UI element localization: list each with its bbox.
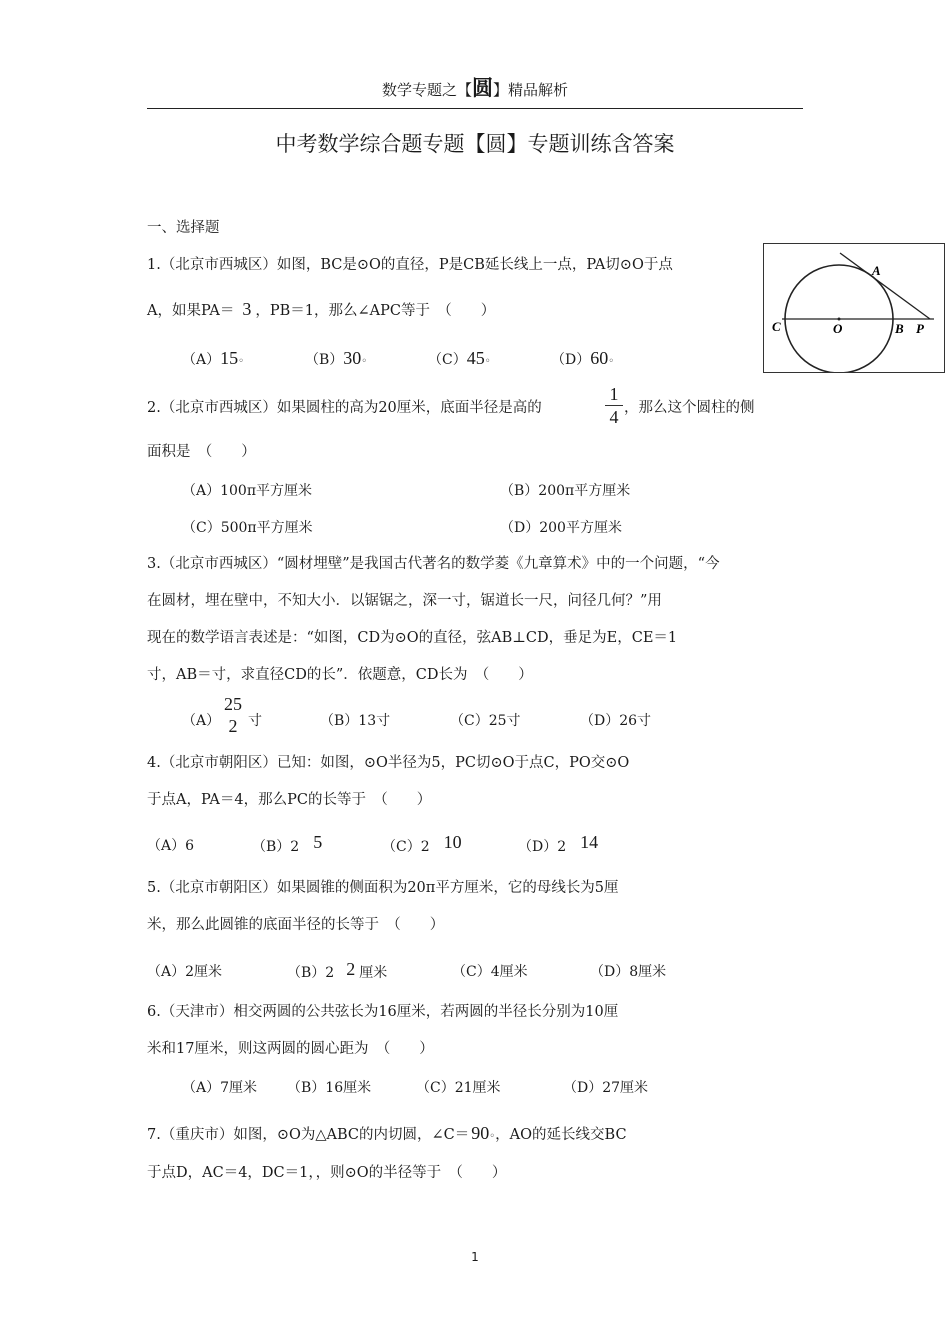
q3-option-b: （B）13寸	[320, 713, 391, 729]
header-suffix: 】精品解析	[493, 81, 569, 99]
q7-line2: 于点D，AC＝4，DC＝1，，则⊙O的半径等于 （ ）	[147, 1165, 507, 1181]
q6-option-d: （D）27厘米	[563, 1080, 649, 1096]
q4-option-c-value: 10	[443, 832, 462, 852]
header-rule	[147, 108, 803, 109]
q2-fraction-denominator: 4	[609, 407, 619, 427]
figure-svg	[764, 244, 944, 372]
q3-option-a-label: （A）	[182, 713, 221, 729]
q4-option-a	[147, 835, 194, 855]
q1-option-d-label: （D）	[551, 352, 591, 368]
q7-line1	[147, 1123, 627, 1147]
q4-option-a-label: （A）6	[147, 838, 195, 854]
q2-line1-b: ，那么这个圆柱的侧	[624, 400, 755, 416]
label-o: O	[833, 321, 843, 336]
q5-option-b-label: （B）2	[287, 965, 335, 981]
label-b: B	[895, 321, 904, 336]
q5-option-c-label: （C）4厘米	[452, 964, 528, 980]
q2-option-b: （B）200π平方厘米	[500, 483, 631, 499]
q3-option-d: （D）26寸	[580, 713, 652, 729]
q5-option-d-label: （D）8厘米	[590, 964, 667, 980]
q7-angle-value: 90	[471, 1123, 490, 1143]
q1-option-a-value: 15	[220, 348, 239, 368]
label-p: P	[916, 321, 924, 336]
page-header	[0, 72, 950, 102]
q3-option-a-unit: 寸	[248, 713, 262, 729]
q4-option-d-label: （D）2	[518, 839, 567, 855]
q2-fraction-bar	[605, 405, 623, 406]
q6-option-b: （B）16厘米	[287, 1080, 372, 1096]
q7-angle-unit: ◦	[489, 1131, 496, 1142]
q3-option-c: （C）25寸	[450, 713, 521, 729]
q1-line2	[147, 299, 495, 321]
q2-option-d: （D）200平方厘米	[500, 520, 622, 536]
q6-line1: 6.（天津市）相交两圆的公共弦长为16厘米，若两圆的半径长分别为10厘	[147, 1004, 619, 1020]
q4-option-d	[518, 832, 599, 856]
q1-option-a-unit: ◦	[238, 356, 245, 367]
q7-line1-a: 7.（重庆市）如图，⊙O为△ABC的内切圆，∠C＝	[147, 1127, 470, 1143]
q1-sqrt-value: 3	[242, 299, 252, 319]
q1-option-b-label: （B）	[305, 352, 344, 368]
header-emphasis: 圆	[472, 76, 493, 100]
q4-option-b-value: 5	[313, 832, 323, 852]
q6-line2: 米和17厘米，则这两圆的圆心距为 （ ）	[147, 1041, 434, 1057]
q2-option-a: （A）100π平方厘米	[182, 483, 313, 499]
q2-fraction	[605, 383, 623, 428]
label-c: C	[772, 319, 781, 334]
section-heading: 一、选择题	[147, 220, 220, 236]
q1-line2-a: A，如果PA＝	[147, 303, 235, 319]
label-a: A	[872, 263, 881, 278]
q1-option-a	[182, 348, 244, 369]
q5-option-d	[590, 961, 666, 981]
q2-option-c: （C）500π平方厘米	[182, 520, 313, 536]
header-prefix: 数学专题之【	[381, 81, 472, 99]
q4-option-c-label: （C）2	[382, 839, 430, 855]
q2-line2: 面积是 （ ）	[147, 444, 256, 460]
document-title: 中考数学综合题专题【圆】专题训练含答案	[275, 132, 675, 156]
q1-option-a-label: （A）	[182, 352, 221, 368]
q4-line2: 于点A，PA＝4，那么PC的长等于 （ ）	[147, 792, 432, 808]
q4-line1: 4.（北京市朝阳区）已知：如图，⊙O半径为5，PC切⊙O于点C，PO交⊙O	[147, 755, 630, 771]
q5-option-b	[287, 961, 387, 982]
q6-option-c: （C）21厘米	[416, 1080, 501, 1096]
q5-option-b-unit: 厘米	[359, 965, 388, 981]
q5-option-c	[452, 961, 528, 981]
q5-option-a	[147, 961, 222, 981]
q4-option-c	[382, 832, 462, 856]
q1-option-d-value: 60	[590, 348, 609, 368]
q3-option-a-fraction	[222, 693, 244, 737]
page-number: 1	[471, 1250, 479, 1264]
q4-option-b	[252, 832, 323, 856]
q3-line3: 现在的数学语言表述是：“如图，CD为⊙O的直径，弦AB⊥CD，垂足为E，CE＝1	[147, 630, 678, 646]
q2-line1-a: 2.（北京市西城区）如果圆柱的高为20厘米，底面半径是高的	[147, 400, 542, 416]
q4-option-d-value: 14	[580, 832, 599, 852]
circle-tangent-figure	[763, 243, 945, 373]
q4-option-b-label: （B）2	[252, 839, 300, 855]
q1-option-b-value: 30	[343, 348, 362, 368]
q3-line1: 3.（北京市西城区）“圆材埋壁”是我国古代著名的数学菱《九章算术》中的一个问题，“今	[147, 556, 720, 572]
q5-option-a-label: （A）2厘米	[147, 964, 223, 980]
q1-line2-c: ，PB＝1，那么∠APC等于 （ ）	[255, 303, 496, 319]
q1-line1: 1.（北京市西城区）如图，BC是⊙O的直径，P是CB延长线上一点，PA切⊙O于点	[147, 257, 673, 273]
q1-option-d	[551, 348, 614, 369]
q5-option-b-value: 2	[346, 959, 356, 979]
q3-option-a-denominator: 2	[228, 716, 238, 736]
q1-option-c-value: 45	[466, 348, 485, 368]
q2-fraction-numerator: 1	[609, 384, 619, 404]
q1-option-c-label: （C）	[428, 352, 467, 368]
q3-line2: 在圆材，埋在壁中，不知大小．以锯锯之，深一寸，锯道长一尺，问径几何？”用	[147, 593, 662, 609]
q5-line1: 5.（北京市朝阳区）如果圆锥的侧面积为20π平方厘米，它的母线长为5厘	[147, 880, 619, 896]
q5-line2: 米，那么此圆锥的底面半径的长等于 （ ）	[147, 917, 445, 933]
q1-option-d-unit: ◦	[608, 356, 615, 367]
q1-option-c-unit: ◦	[484, 356, 491, 367]
q7-line1-d: ，AO的延长线交BC	[495, 1127, 627, 1143]
q3-option-a-numerator: 25	[224, 694, 242, 714]
q3-line4: 寸，AB＝寸，求直径CD的长”．依题意，CD长为 （ ）	[147, 667, 533, 683]
q1-option-b	[305, 348, 367, 369]
q1-option-b-unit: ◦	[361, 356, 368, 367]
q1-option-c	[428, 348, 491, 369]
q6-option-a: （A）7厘米	[182, 1080, 258, 1096]
